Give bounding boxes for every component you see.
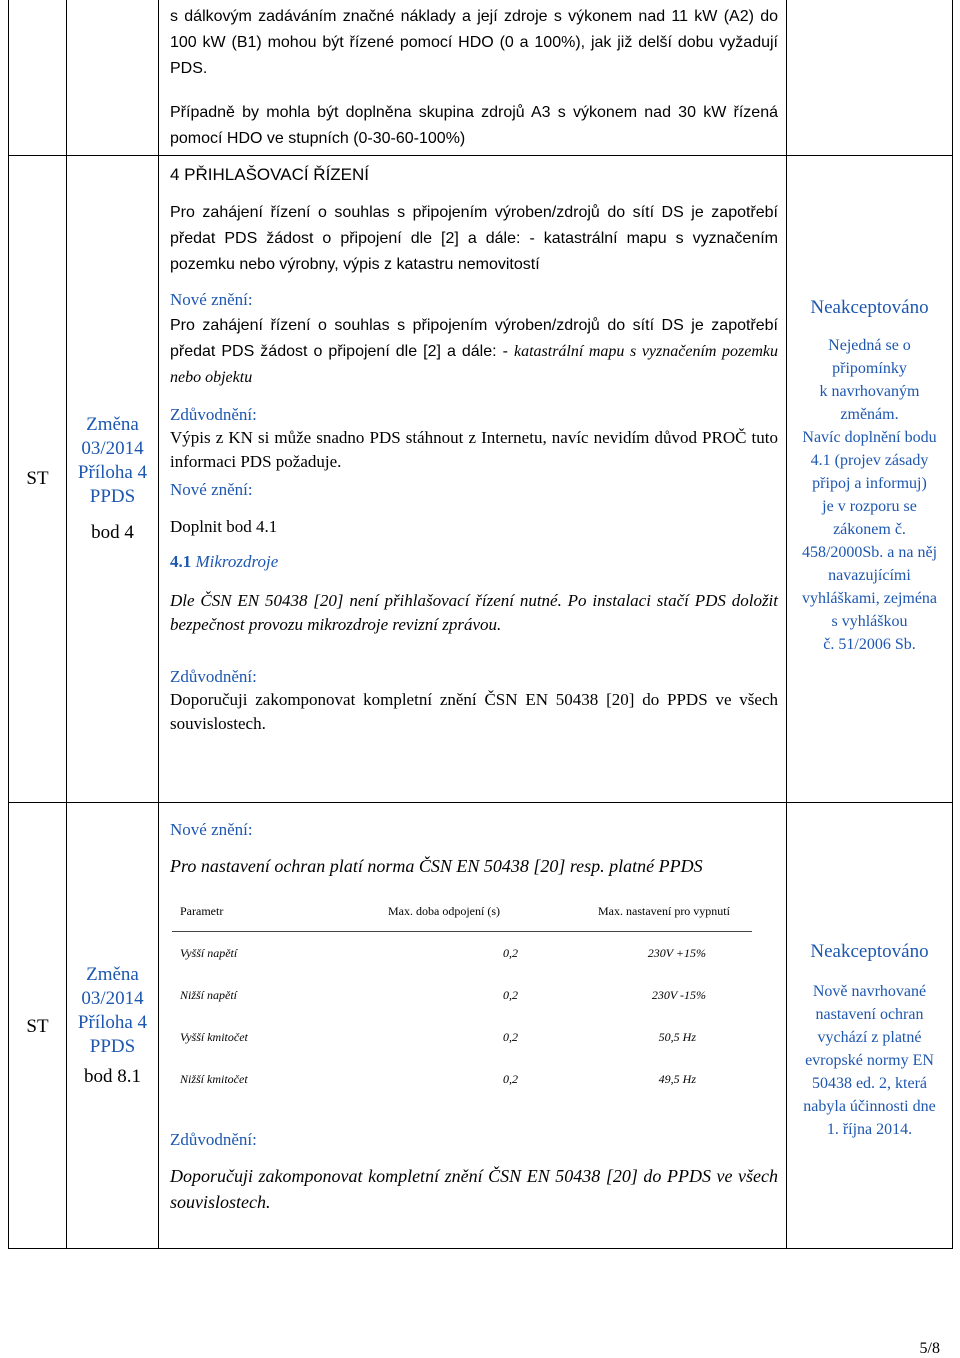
row3-comment-line: nabyla účinnosti dne bbox=[803, 1098, 936, 1115]
row2-comment-line: s vyhláškou bbox=[831, 613, 908, 630]
row3-reason-text: Doporučuji zakomponovat kompletní znění ČSN EN 50438 [20] do PPDS ve všech souvislostech. bbox=[170, 1166, 778, 1212]
table-cell-setting: 49,5 Hz bbox=[658, 1071, 696, 1086]
section-heading: 4 PŘIHLAŠOVACÍ ŘÍZENÍ bbox=[170, 165, 370, 184]
row3-content bbox=[170, 818, 778, 878]
new-wording-label-2: Nové znění: bbox=[170, 480, 253, 499]
row2-st-label: ST bbox=[26, 468, 49, 489]
row3-ref-point: bod 8.1 bbox=[84, 1065, 141, 1087]
row2-ref-annex: Příloha 4 bbox=[77, 462, 148, 483]
row2-comment bbox=[787, 334, 952, 656]
reason-text-2: Doporučuji zakomponovat kompletní znění ČSN EN 50438 [20] do PPDS ve všech souvislostech. bbox=[170, 690, 778, 733]
row3-ref-change: Změna bbox=[86, 963, 139, 985]
row2-st-cell bbox=[9, 156, 66, 802]
row2-comment-line: Nejedná se o bbox=[828, 337, 911, 354]
row3-comment bbox=[787, 980, 952, 1141]
row3-comment-line: nastavení ochran bbox=[815, 1006, 924, 1023]
new-wording-label-1: Nové znění: bbox=[170, 290, 253, 309]
table-cell-time: 0,2 bbox=[503, 1029, 518, 1044]
new-wording-text-1-italic: katastrální mapu s vyznačením pozemku nebo objektu bbox=[170, 343, 779, 386]
reason-label-2: Zdůvodnění: bbox=[170, 667, 257, 686]
row2-status: Neakceptováno bbox=[810, 297, 929, 318]
add-point-text: Doplnit bod 4.1 bbox=[170, 517, 278, 536]
row3-st-cell bbox=[9, 803, 66, 1248]
reason-text-1: Výpis z KN si může snadno PDS stáhnout z Internetu, navíc nevidím důvod PROČ tuto informaci PDS požaduje. bbox=[170, 428, 778, 471]
row3-comment-line: 50438 ed. 2, která bbox=[811, 1075, 928, 1092]
row2-comment-line: vyhláškami, zejména bbox=[801, 590, 938, 607]
table-header-time: Max. doba odpojení (s) bbox=[388, 903, 500, 918]
row2-reference-cell bbox=[67, 156, 158, 802]
new-wording-text-1-plain: Pro zahájení řízení o souhlas s připojením výroben/zdrojů do sítí DS je zapotřebí předat PDS žádost o připojení dle [2] a dále: - bbox=[170, 317, 778, 360]
row2-ref-change: Změna bbox=[86, 414, 139, 435]
row2-comment-line: 458/2000Sb. a na něj bbox=[801, 544, 938, 561]
table-cell-setting: 50,5 Hz bbox=[658, 1029, 696, 1044]
row2-content bbox=[170, 162, 778, 736]
row3-ref-number: 03/2014 bbox=[81, 987, 144, 1009]
micro-heading-text: Mikrozdroje bbox=[195, 552, 279, 571]
row3-reason bbox=[170, 1128, 778, 1215]
table-cell-time: 0,2 bbox=[503, 945, 518, 960]
table-header-parameter: Parametr bbox=[180, 903, 224, 918]
table-cell-setting: 230V +15% bbox=[647, 945, 706, 960]
row2-comment-line: změnám. bbox=[840, 406, 899, 423]
table-row bbox=[172, 1016, 752, 1058]
protection-settings-table bbox=[172, 890, 752, 932]
row2-decision-cell bbox=[787, 296, 952, 656]
table-cell-setting: 230V -15% bbox=[651, 987, 706, 1002]
new-wording-text-1 bbox=[170, 313, 778, 391]
row2-comment-line: zákonem č. bbox=[833, 521, 906, 538]
table-header-row bbox=[172, 890, 752, 932]
row2-comment-line: navazujícími bbox=[828, 567, 911, 584]
row1-text bbox=[170, 4, 778, 152]
table-cell-parameter: Vyšší kmitočet bbox=[180, 1029, 248, 1044]
protection-settings-body bbox=[172, 932, 752, 1100]
border-col2 bbox=[158, 0, 159, 1249]
original-text: Pro zahájení řízení o souhlas s připojením výroben/zdrojů do sítí DS je zapotřebí předat PDS žádost o připojení dle [2] a dále: - katastrální mapu s vyznačením pozemku nebo výrobny, výpis z katastru nemovitostí bbox=[170, 204, 778, 273]
micro-heading-number: 4.1 bbox=[170, 552, 192, 571]
row2-comment-line: připomínky bbox=[832, 360, 907, 377]
border-bottom bbox=[8, 1248, 953, 1249]
table-header-setting: Max. nastavení pro vypnutí bbox=[598, 903, 730, 918]
row3-new-wording-text: Pro nastavení ochran platí norma ČSN EN 50438 [20] resp. platné PPDS bbox=[170, 856, 703, 876]
row3-st-label: ST bbox=[26, 1015, 49, 1037]
row2-ref-number: 03/2014 bbox=[81, 438, 144, 459]
row2-ref-point: bod 4 bbox=[91, 522, 134, 543]
row2-comment-line: k navrhovaným bbox=[819, 383, 920, 400]
table-row bbox=[172, 974, 752, 1016]
row2-comment-line: č. 51/2006 Sb. bbox=[823, 636, 916, 653]
table-row bbox=[172, 932, 752, 974]
row3-new-wording-label: Nové znění: bbox=[170, 820, 253, 839]
row2-comment-line: 4.1 (projev zásady bbox=[810, 452, 929, 469]
row2-comment-line: je v rozporu se bbox=[822, 498, 917, 515]
micro-text: Dle ČSN EN 50438 [20] není přihlašovací řízení nutné. Po instalaci stačí PDS doložit bezpečnost provozu mikrozdroje revizní zprávou. bbox=[170, 591, 778, 634]
table-row bbox=[172, 1058, 752, 1100]
row2-comment-line: připoj a informuj) bbox=[812, 475, 927, 492]
row3-status: Neakceptováno bbox=[810, 941, 929, 962]
row3-ref-annex: Příloha 4 bbox=[77, 1011, 148, 1033]
table-cell-time: 0,2 bbox=[503, 987, 518, 1002]
row1-paragraph-2: Případně by mohla být doplněna skupina zdrojů A3 s výkonem nad 30 kW řízená pomocí HDO ve stupních (0-30-60-100%) bbox=[170, 104, 778, 147]
reason-label-1: Zdůvodnění: bbox=[170, 405, 257, 424]
table-cell-parameter: Nižší kmitočet bbox=[180, 1071, 248, 1086]
table-cell-parameter: Vyšší napětí bbox=[180, 945, 238, 960]
border-right bbox=[952, 0, 953, 1249]
row3-comment-line: evropské normy EN bbox=[805, 1052, 934, 1069]
row3-reason-label: Zdůvodnění: bbox=[170, 1130, 257, 1149]
page-number: 5/8 bbox=[919, 1340, 940, 1357]
row3-comment-line: Nově navrhované bbox=[812, 983, 927, 1000]
row1-paragraph-1: s dálkovým zadáváním značné náklady a její zdroje s výkonem nad 11 kW (A2) do 100 kW (B1) mohou být řízené pomocí HDO (0 a 100%), jak již delší dobu vyžadují PDS. bbox=[170, 8, 778, 77]
row3-comment-line: vychází z platné bbox=[817, 1029, 922, 1046]
row3-ref-ppds: PPDS bbox=[89, 1035, 136, 1057]
table-cell-time: 0,2 bbox=[503, 1071, 518, 1086]
row2-ref-ppds: PPDS bbox=[89, 486, 136, 507]
micro-heading bbox=[170, 550, 778, 573]
table-cell-parameter: Nižší napětí bbox=[180, 987, 238, 1002]
row3-comment-line: 1. října 2014. bbox=[826, 1121, 913, 1138]
row3-reference-cell bbox=[67, 803, 158, 1248]
row3-decision-cell bbox=[787, 940, 952, 1141]
row2-comment-line: Navíc doplnění bodu bbox=[802, 429, 937, 446]
